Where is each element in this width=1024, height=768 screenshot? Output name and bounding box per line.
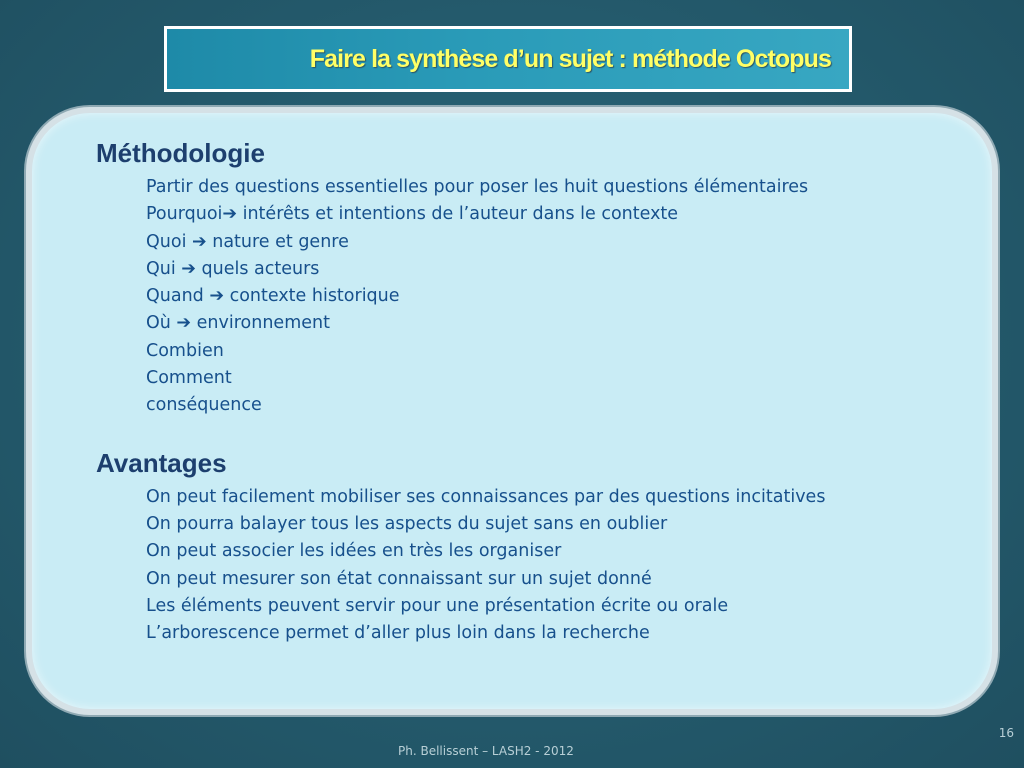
slide-content	[96, 136, 976, 647]
list-item: On peut facilement mobiliser ses connaissances par des questions incitatives	[146, 486, 826, 507]
section-spacer	[96, 420, 976, 446]
list-item: Quand ➔ contexte historique	[146, 286, 400, 307]
avantages-list	[146, 484, 976, 648]
slide-footer: Ph. Bellissent – LASH2 - 2012	[398, 744, 574, 758]
section-heading-methodologie: Méthodologie	[96, 138, 265, 168]
list-item: Pourquoi➔ intérêts et intentions de l’auteur dans le contexte	[146, 204, 679, 225]
slide-title: Faire la synthèse d’un sujet : méthode Octopus	[309, 44, 831, 73]
slide-title-box	[164, 26, 852, 92]
list-item: On pourra balayer tous les aspects du sujet sans en oublier	[146, 513, 668, 534]
methodologie-list	[146, 174, 976, 420]
list-item: Qui ➔ quels acteurs	[146, 258, 320, 279]
list-item: L’arborescence permet d’aller plus loin dans la recherche	[146, 623, 650, 644]
slide-page-number: 16	[998, 726, 1014, 740]
list-item: Où ➔ environnement	[146, 313, 330, 334]
section-heading-avantages: Avantages	[96, 447, 227, 478]
list-item: Les éléments peuvent servir pour une présentation écrite ou orale	[146, 595, 729, 616]
list-item: Combien	[146, 340, 224, 361]
list-item: Comment	[146, 368, 232, 389]
list-item: On peut associer les idées en très les organiser	[146, 541, 562, 562]
list-item: Quoi ➔ nature et genre	[146, 231, 349, 252]
list-item: On peut mesurer son état connaissant sur un sujet donné	[146, 568, 652, 589]
list-item: conséquence	[146, 395, 262, 416]
list-item: Partir des questions essentielles pour poser les huit questions élémentaires	[146, 177, 809, 197]
